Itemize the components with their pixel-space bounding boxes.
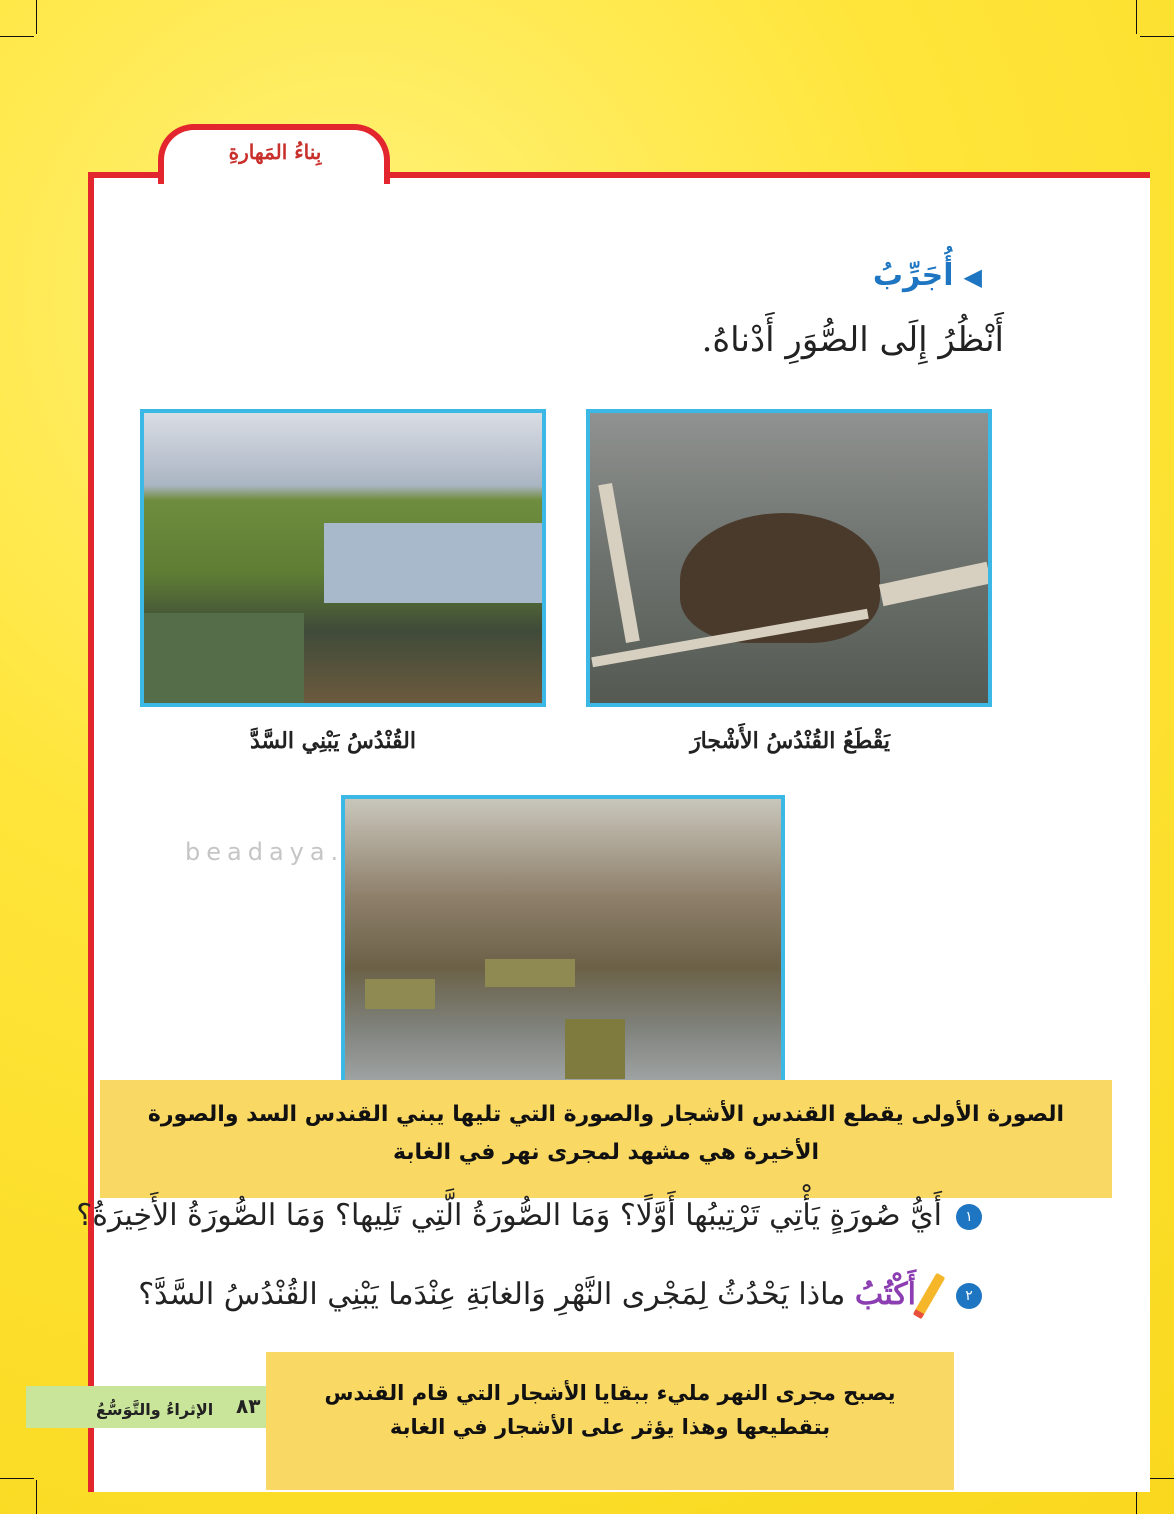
caption-beaver-cuts: يَقْطَعُ القُنْدُسُ الأَشْجارَ — [690, 728, 890, 754]
crop-mark — [36, 1480, 37, 1514]
question-2-number: ٢ — [956, 1283, 982, 1309]
beaver-cutting-photo — [586, 409, 992, 707]
answer-box-2: يصبح مجرى النهر مليء ببقايا الأشجار التي قام القندس بتقطيعها وهذا يؤثر على الأشجار في الغابة — [266, 1352, 954, 1490]
water-shape — [324, 523, 544, 603]
footer-label: الإثراءُ والتَّوَسُّعُ — [96, 1400, 214, 1419]
grass-clump-shape — [485, 959, 575, 987]
try-heading — [873, 258, 982, 293]
question-1 — [76, 1198, 982, 1233]
question-1-text: أَيُّ صُورَةٍ يَأْتِي تَرْتِيبُها أَوَّلًا؟ وَمَا الصُّورَةُ الَّتِي تَلِيها؟ وَمَا الصُّورَةُ الأَخِيرَةُ؟ — [76, 1198, 942, 1233]
crop-mark — [1140, 36, 1174, 37]
crop-mark — [0, 36, 34, 37]
log-shape — [879, 562, 991, 606]
forest-river-photo — [341, 795, 785, 1085]
play-arrow-icon: ◀ — [963, 263, 982, 291]
grass-clump-shape — [365, 979, 435, 1009]
watermark-logo — [175, 700, 1005, 820]
watermark-url: beadaya. — [185, 838, 345, 866]
beaver-dam-photo — [140, 409, 546, 707]
crop-mark — [36, 0, 37, 34]
question-2-prefix: أَكْتُبُ — [854, 1277, 916, 1312]
question-1-number: ١ — [956, 1204, 982, 1230]
crop-mark — [1136, 0, 1137, 34]
skill-tab-label: بِناءُ المَهارةِ — [228, 140, 322, 164]
question-2 — [138, 1272, 982, 1320]
page-number: ٨٣ — [236, 1394, 261, 1418]
crop-mark — [0, 1478, 34, 1479]
water-shape — [144, 613, 304, 703]
caption-beaver-builds: القُنْدُسُ يَبْنِي السَّدَّ — [249, 728, 416, 754]
grass-clump-shape — [565, 1019, 625, 1079]
try-heading-text: أُجَرِّبُ — [872, 258, 954, 293]
answer-box-1: الصورة الأولى يقطع القندس الأشجار والصورة التي تليها يبني القندس السد والصورة الأخيرة هي مشهد لمجرى نهر في الغابة — [100, 1080, 1112, 1198]
instruction-text: أَنْظُرُ إِلَى الصُّوَرِ أَدْناهُ. — [701, 320, 1004, 360]
question-2-text: ماذا يَحْدُثُ لِمَجْرى النَّهْرِ وَالغابَةِ عِنْدَما يَبْنِي القُنْدُسُ السَّدَّ؟ — [138, 1277, 846, 1312]
stick-shape — [598, 483, 640, 643]
pencil-icon — [913, 1273, 946, 1320]
